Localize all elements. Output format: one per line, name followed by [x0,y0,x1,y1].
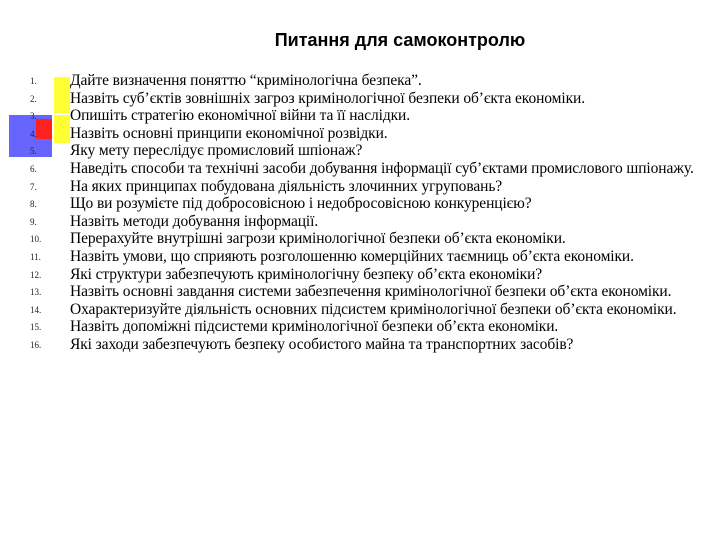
list-item [30,248,710,266]
list-item [30,90,710,108]
item-text: На яких принципах побудована діяльність злочинних угруповань? [70,177,503,195]
item-number: 12. [30,269,42,280]
item-number: 3. [30,111,37,122]
item-text: Назвіть умови, що сприяють розголошенню комерційних таємниць об’єкта економіки. [70,247,634,265]
item-text: Опишіть стратегію економічної війни та її наслідки. [70,107,411,125]
page-title: Питання для самоконтролю [274,30,526,50]
list-item [30,160,710,178]
item-text: Охарактеризуйте діяльність основних підсистем кримінологічної безпеки об’єкта економіки. [70,300,677,318]
list-item [30,142,710,160]
item-number: 2. [30,93,37,104]
item-text: Перерахуйте внутрішні загрози кримінологічної безпеки об’єкта економіки. [70,230,566,248]
item-number: 4. [30,128,37,139]
item-number: 11. [30,251,41,262]
item-text: Що ви розумієте під добросовісною і недобросовісною конкуренцією? [70,195,532,213]
item-text: Наведіть способи та технічні засоби добування інформації суб’єктами промислового шпіонажу. [70,159,694,177]
item-text: Назвіть допоміжні підсистеми кримінологічної безпеки об’єкта економіки. [70,318,559,336]
item-text: Дайте визначення поняттю “кримінологічна безпека”. [70,72,422,89]
list-item [30,178,710,196]
list-item [30,213,710,231]
item-number: 16. [30,339,42,350]
list-item [30,266,710,284]
item-text: Назвіть основні принципи економічної розвідки. [70,124,388,142]
item-number: 10. [30,234,42,245]
list-item [30,107,710,125]
item-text: Назвіть методи добування інформації. [70,212,319,230]
list-item [30,318,710,336]
item-number: 9. [30,216,37,227]
item-text: Назвіть основні завдання системи забезпечення кримінологічної безпеки об’єкта економіки. [70,283,672,301]
item-number: 14. [30,304,42,315]
item-number: 8. [30,199,37,210]
list-item [30,336,710,354]
item-number: 7. [30,181,37,192]
list-item [30,283,710,301]
item-text: Яку мету переслідує промисловий шпіонаж? [70,142,363,160]
list-item [30,301,710,319]
list-item [30,230,710,248]
item-number: 15. [30,322,42,333]
item-text: Які заходи забезпечують безпеку особистого майна та транспортних засобів? [70,335,574,353]
item-text: Назвіть суб’єктів зовнішніх загроз кримінологічної безпеки об’єкта економіки. [70,89,585,107]
item-number: 1. [30,76,37,86]
item-number: 5. [30,146,37,157]
question-list [30,72,710,354]
item-text: Які структури забезпечують кримінологічну безпеку об’єкта економіки? [70,265,543,283]
list-item [30,195,710,213]
item-number: 13. [30,287,42,298]
list-item [30,125,710,143]
item-number: 6. [30,163,37,174]
list-item [30,72,710,90]
